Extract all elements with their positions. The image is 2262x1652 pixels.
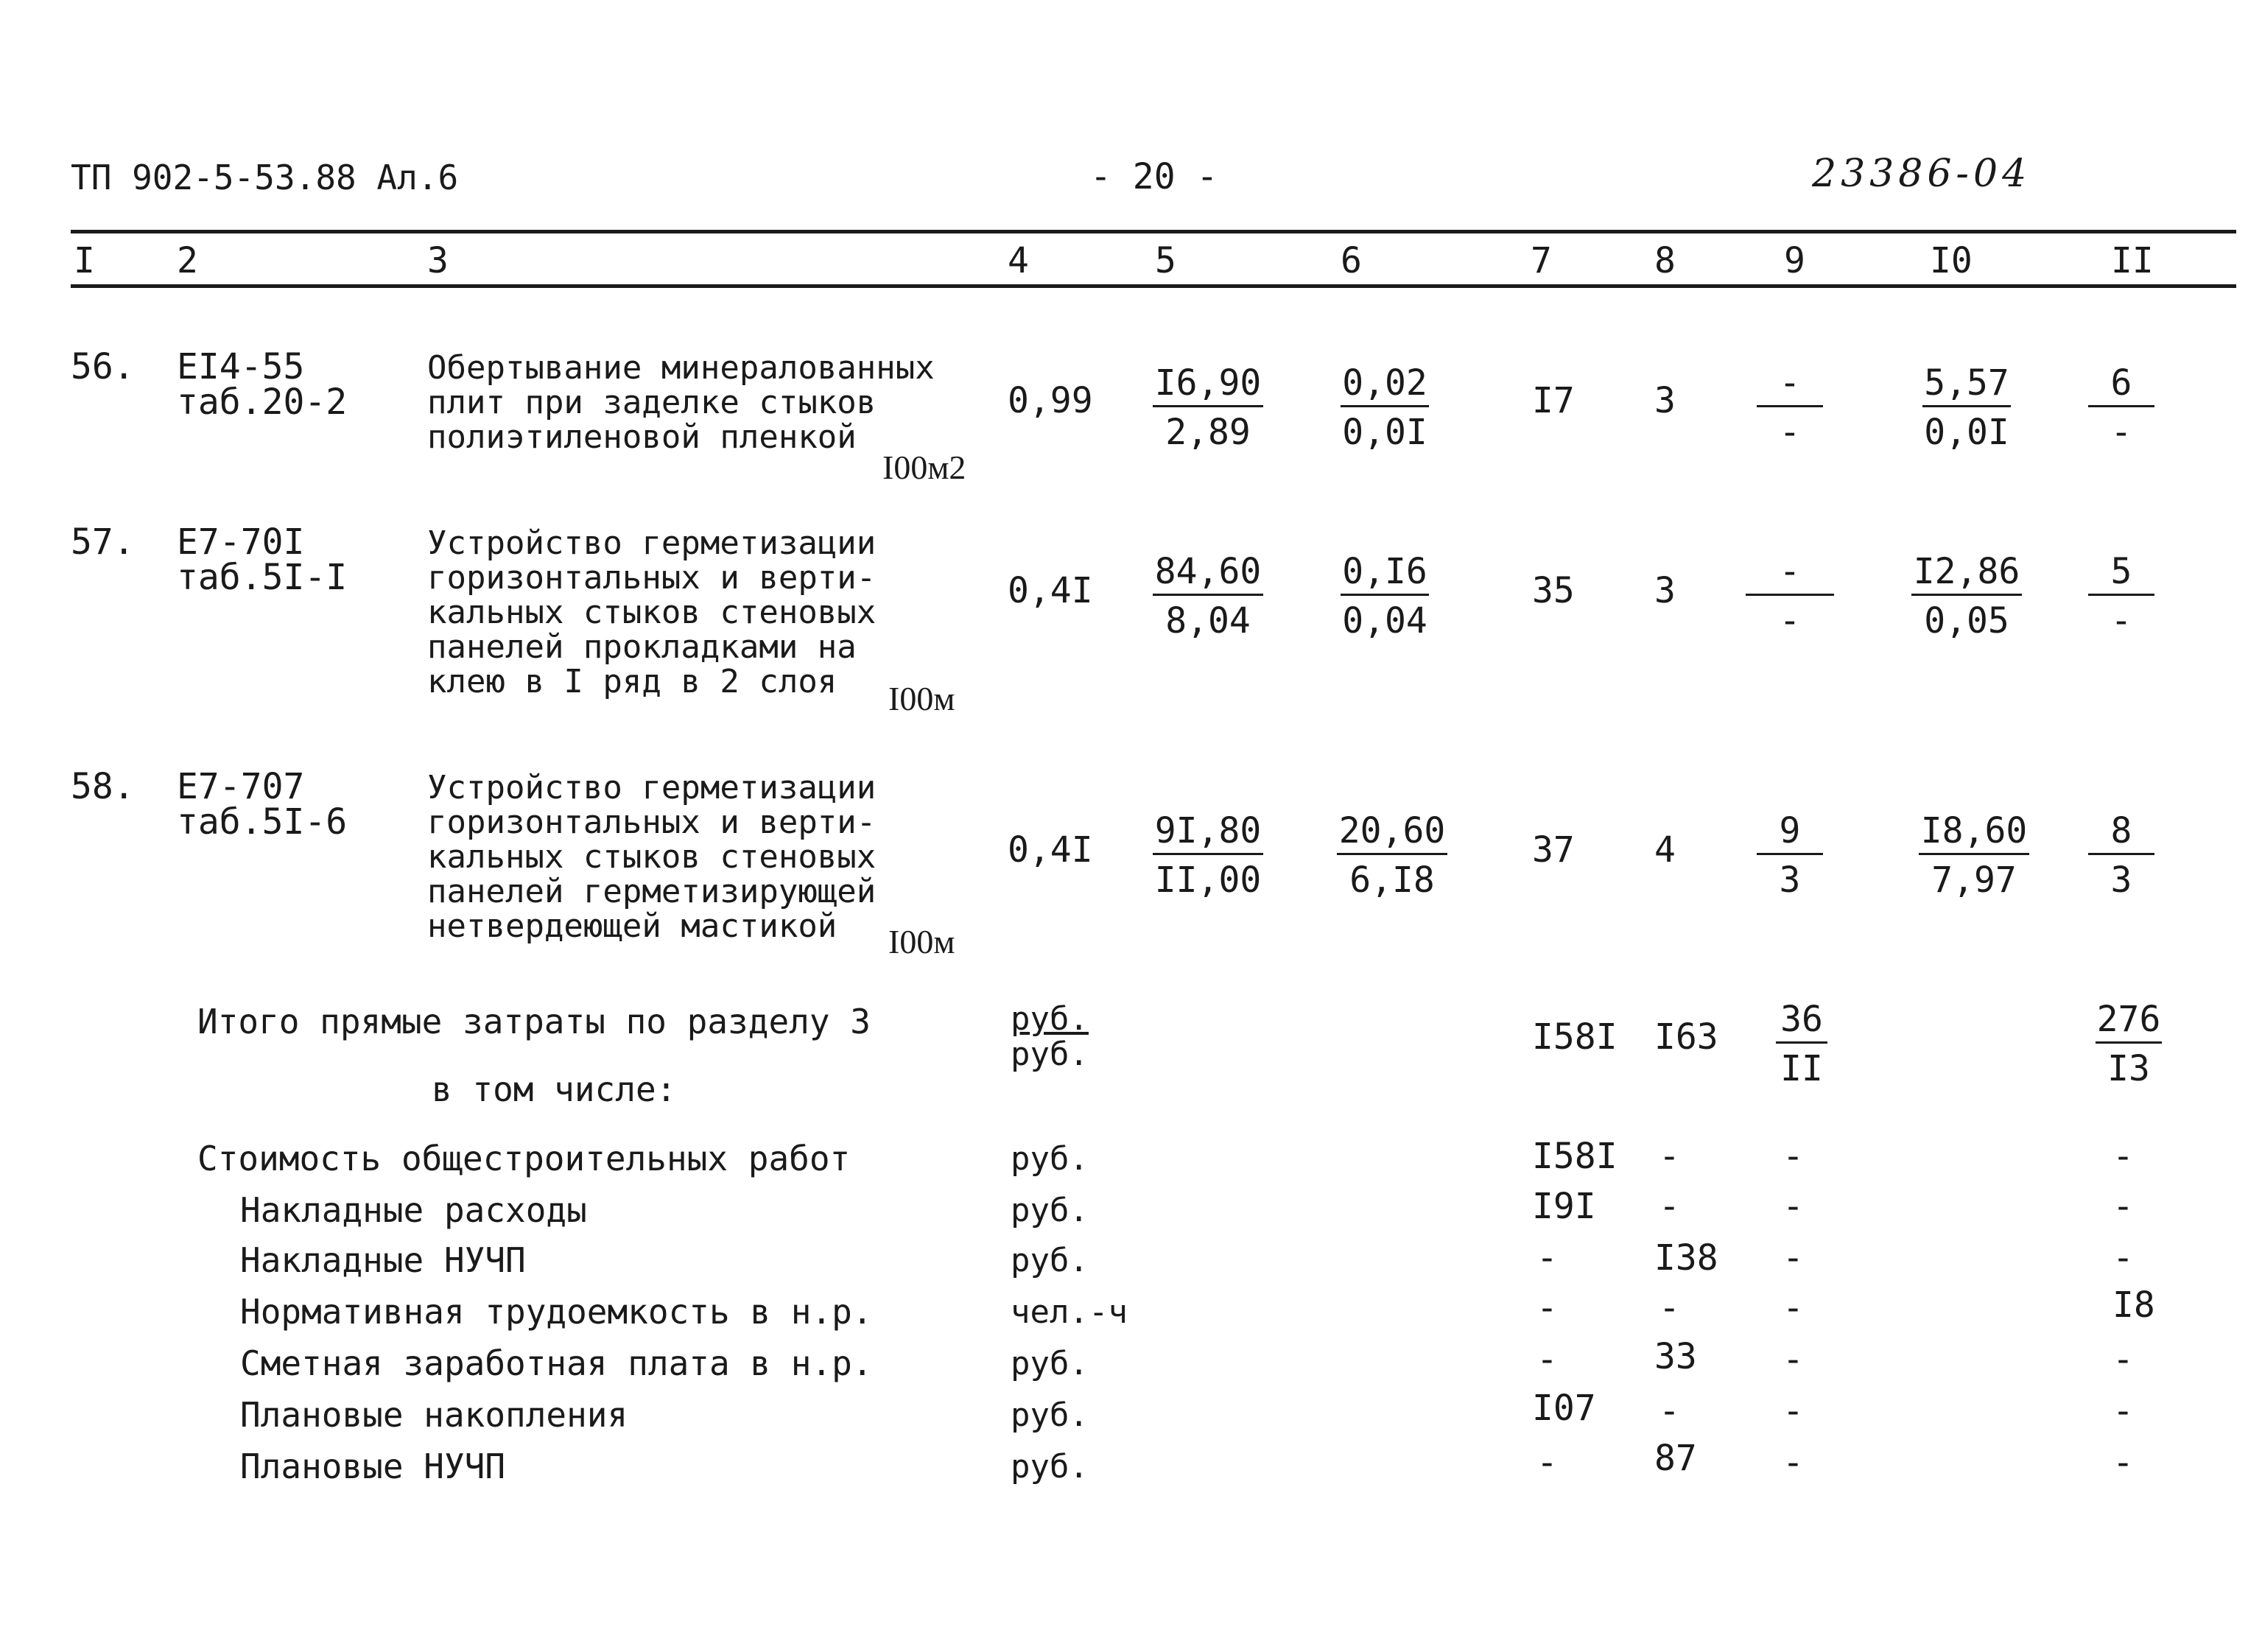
summary-col7: - bbox=[1536, 1287, 1558, 1329]
summary-col8: 87 bbox=[1654, 1438, 1697, 1479]
cell-col8: 3 bbox=[1654, 570, 1676, 611]
rate-table: таб.20-2 bbox=[177, 382, 348, 423]
summary-col11: I8 bbox=[2112, 1284, 2155, 1326]
summary-col7: - bbox=[1536, 1237, 1558, 1279]
summary-unit: руб. bbox=[1011, 1192, 1089, 1229]
cell-col8: 4 bbox=[1654, 829, 1676, 871]
cell-col7: I7 bbox=[1532, 380, 1575, 421]
work-description: Устройство герметизации горизонтальных и верти- кальных стыков стеновых панелей прокладками на клею в I ряд в 2 слоя bbox=[427, 524, 877, 700]
summary-col8: - bbox=[1659, 1287, 1680, 1329]
cell-col8: 3 bbox=[1654, 380, 1676, 421]
quantity: 0,99 bbox=[1008, 380, 1093, 421]
totals-unit-den: руб. bbox=[1011, 1036, 1089, 1073]
cell-col6: 0,02 0,0I bbox=[1318, 362, 1451, 453]
summary-label: Сметная заработная плата в н.р. bbox=[240, 1343, 873, 1383]
col-header-6: 6 bbox=[1341, 240, 1362, 281]
measure-unit: I00м bbox=[888, 923, 955, 960]
document-code: ТП 902-5-53.88 Ал.6 bbox=[71, 158, 459, 197]
work-description: Обертывание минералованных плит при заделке стыков полиэтиленовой пленкой bbox=[427, 349, 935, 456]
col-header-7: 7 bbox=[1531, 240, 1552, 281]
row-number: 56. bbox=[71, 346, 135, 387]
cell-col6: 20,60 6,I8 bbox=[1326, 810, 1458, 901]
col-header-3: 3 bbox=[427, 240, 449, 281]
row-number: 57. bbox=[71, 521, 135, 563]
summary-col11: - bbox=[2112, 1237, 2134, 1279]
summary-col9: - bbox=[1782, 1287, 1804, 1329]
summary-label: Накладные расходы bbox=[240, 1190, 587, 1230]
col-header-4: 4 bbox=[1008, 240, 1029, 281]
totals-including: в том числе: bbox=[432, 1069, 677, 1109]
summary-unit: чел.-ч bbox=[1011, 1293, 1128, 1331]
totals-col11: 276 I3 bbox=[2096, 999, 2161, 1089]
summary-col7: I58I bbox=[1532, 1136, 1618, 1177]
summary-label: Плановые накопления bbox=[240, 1395, 628, 1435]
cell-col9: - - bbox=[1724, 551, 1856, 642]
table-header-rule bbox=[71, 284, 2236, 288]
rate-code: EI4-55 bbox=[177, 346, 305, 387]
summary-label: Плановые НУЧП bbox=[240, 1447, 506, 1486]
measure-unit: I00м2 bbox=[882, 449, 966, 486]
summary-col7: - bbox=[1536, 1442, 1558, 1483]
quantity: 0,4I bbox=[1008, 570, 1093, 611]
row-number: 58. bbox=[71, 766, 135, 807]
summary-col9: - bbox=[1782, 1339, 1804, 1380]
cell-col9: 9 3 bbox=[1724, 810, 1856, 901]
summary-unit: руб. bbox=[1011, 1140, 1089, 1178]
summary-col11: - bbox=[2112, 1391, 2134, 1432]
cell-col6: 0,I6 0,04 bbox=[1318, 551, 1451, 642]
measure-unit: I00м bbox=[888, 680, 955, 717]
cell-col7: 35 bbox=[1532, 570, 1575, 611]
summary-col7: - bbox=[1536, 1339, 1558, 1380]
totals-col9: 36 II bbox=[1735, 999, 1868, 1089]
rate-table: таб.5I-6 bbox=[177, 801, 348, 843]
summary-col11: - bbox=[2112, 1186, 2134, 1227]
table-top-rule bbox=[71, 230, 2236, 233]
quantity: 0,4I bbox=[1008, 829, 1093, 871]
summary-unit: руб. bbox=[1011, 1242, 1089, 1279]
summary-col9: - bbox=[1782, 1186, 1804, 1227]
summary-col8: - bbox=[1659, 1186, 1680, 1227]
summary-col8: - bbox=[1659, 1136, 1680, 1177]
totals-col8: I63 bbox=[1654, 1016, 1718, 1058]
summary-unit: руб. bbox=[1011, 1345, 1089, 1382]
summary-col11: - bbox=[2112, 1136, 2134, 1177]
totals-unit-num: руб. bbox=[1011, 1000, 1089, 1038]
summary-col8: 33 bbox=[1654, 1336, 1697, 1377]
summary-col9: - bbox=[1782, 1237, 1804, 1279]
col-header-5: 5 bbox=[1155, 240, 1176, 281]
summary-col11: - bbox=[2112, 1339, 2134, 1380]
totals-col7: I58I bbox=[1532, 1016, 1618, 1058]
summary-unit: руб. bbox=[1011, 1396, 1089, 1434]
cell-col11: 5 - bbox=[2055, 551, 2188, 642]
summary-col11: - bbox=[2112, 1442, 2134, 1483]
summary-col8: I38 bbox=[1654, 1237, 1718, 1279]
cell-col5: 84,60 8,04 bbox=[1142, 551, 1274, 642]
cell-col9: - - bbox=[1724, 362, 1856, 453]
col-header-9: 9 bbox=[1784, 240, 1805, 281]
col-header-1: I bbox=[74, 240, 95, 281]
summary-col8: - bbox=[1659, 1391, 1680, 1432]
cell-col5: 9I,80 II,00 bbox=[1142, 810, 1274, 901]
summary-col7: I07 bbox=[1532, 1388, 1596, 1429]
col-header-2: 2 bbox=[177, 240, 198, 281]
page-number: - 20 - bbox=[1090, 156, 1218, 197]
cell-col11: 8 3 bbox=[2055, 810, 2188, 901]
summary-col7: I9I bbox=[1532, 1186, 1596, 1227]
summary-label: Накладные НУЧП bbox=[240, 1240, 526, 1280]
col-header-8: 8 bbox=[1654, 240, 1676, 281]
totals-label: Итого прямые затраты по разделу 3 bbox=[197, 1002, 871, 1041]
rate-code: E7-707 bbox=[177, 766, 305, 807]
col-header-11: II bbox=[2111, 240, 2154, 281]
summary-col9: - bbox=[1782, 1136, 1804, 1177]
summary-col9: - bbox=[1782, 1442, 1804, 1483]
cell-col10: 5,57 0,0I bbox=[1900, 362, 2033, 453]
work-description: Устройство герметизации горизонтальных и верти- кальных стыков стеновых панелей герметизирующей нетвердеющей мастикой bbox=[427, 769, 877, 945]
cell-col11: 6 - bbox=[2055, 362, 2188, 453]
cell-col10: I2,86 0,05 bbox=[1900, 551, 2033, 642]
cell-col5: I6,90 2,89 bbox=[1142, 362, 1274, 453]
rate-table: таб.5I-I bbox=[177, 557, 348, 598]
summary-col9: - bbox=[1782, 1391, 1804, 1432]
summary-unit: руб. bbox=[1011, 1448, 1089, 1486]
col-header-10: I0 bbox=[1930, 240, 1973, 281]
handwritten-number: 23386-04 bbox=[1812, 152, 2031, 196]
rate-code: E7-70I bbox=[177, 521, 305, 563]
summary-label: Нормативная трудоемкость в н.р. bbox=[240, 1292, 873, 1332]
cell-col10: I8,60 7,97 bbox=[1908, 810, 2040, 901]
summary-label: Стоимость общестроительных работ bbox=[197, 1139, 851, 1178]
cell-col7: 37 bbox=[1532, 829, 1575, 871]
